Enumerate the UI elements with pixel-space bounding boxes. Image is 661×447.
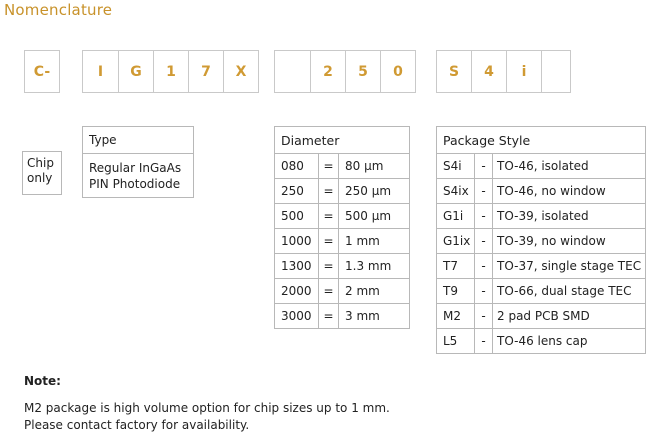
- code-box-package-3: i: [506, 50, 542, 93]
- chip-label-line1: Chip: [27, 156, 54, 170]
- table-row: S4i - TO-46, isolated: [437, 154, 646, 179]
- chip-only-box: [22, 151, 62, 195]
- code-box-diameter-2: 2: [310, 50, 346, 93]
- diameter-table: [274, 126, 410, 329]
- table-row: G1ix - TO-39, no window: [437, 229, 646, 254]
- type-line2: PIN Photodiode: [89, 176, 181, 191]
- table-row: L5 - TO-46 lens cap: [437, 329, 646, 354]
- table-row: T9 - TO-66, dual stage TEC: [437, 279, 646, 304]
- code-box-package-2: 4: [471, 50, 507, 93]
- code-box-type-2: G: [118, 50, 154, 93]
- note-line-2: Please contact factory for availability.: [24, 418, 250, 432]
- code-box-diameter-4: 0: [380, 50, 416, 93]
- table-row: 2000 = 2 mm: [275, 279, 410, 304]
- diameter-header: Diameter: [275, 127, 410, 154]
- type-header: Type: [83, 127, 194, 154]
- code-box-diameter-1: [274, 50, 311, 93]
- table-row: G1i - TO-39, isolated: [437, 204, 646, 229]
- code-box-type-4: 7: [188, 50, 224, 93]
- table-row: 3000 = 3 mm: [275, 304, 410, 329]
- table-row: 1300 = 1.3 mm: [275, 254, 410, 279]
- code-box-package-1: S: [436, 50, 472, 93]
- table-row: S4ix - TO-46, no window: [437, 179, 646, 204]
- package-header: Package Style: [437, 127, 646, 154]
- code-box-package-4: [541, 50, 571, 93]
- code-box-prefix: C-: [24, 50, 60, 93]
- type-table: [82, 126, 194, 198]
- table-row: T7 - TO-37, single stage TEC: [437, 254, 646, 279]
- table-row: 250 = 250 µm: [275, 179, 410, 204]
- page-title: Nomenclature: [4, 1, 113, 19]
- table-row: M2 - 2 pad PCB SMD: [437, 304, 646, 329]
- note-line-1: M2 package is high volume option for chip sizes up to 1 mm.: [24, 401, 390, 415]
- table-row: 500 = 500 µm: [275, 204, 410, 229]
- code-box-type-3: 1: [153, 50, 189, 93]
- chip-label-line2: only: [27, 171, 53, 185]
- table-row: 1000 = 1 mm: [275, 229, 410, 254]
- table-row: 080 = 80 µm: [275, 154, 410, 179]
- code-box-type-5: X: [223, 50, 259, 93]
- note-title: Note:: [24, 374, 61, 388]
- package-table: [436, 126, 646, 354]
- code-box-diameter-3: 5: [345, 50, 381, 93]
- type-line1: Regular InGaAs: [89, 160, 182, 175]
- code-box-type-1: I: [82, 50, 119, 93]
